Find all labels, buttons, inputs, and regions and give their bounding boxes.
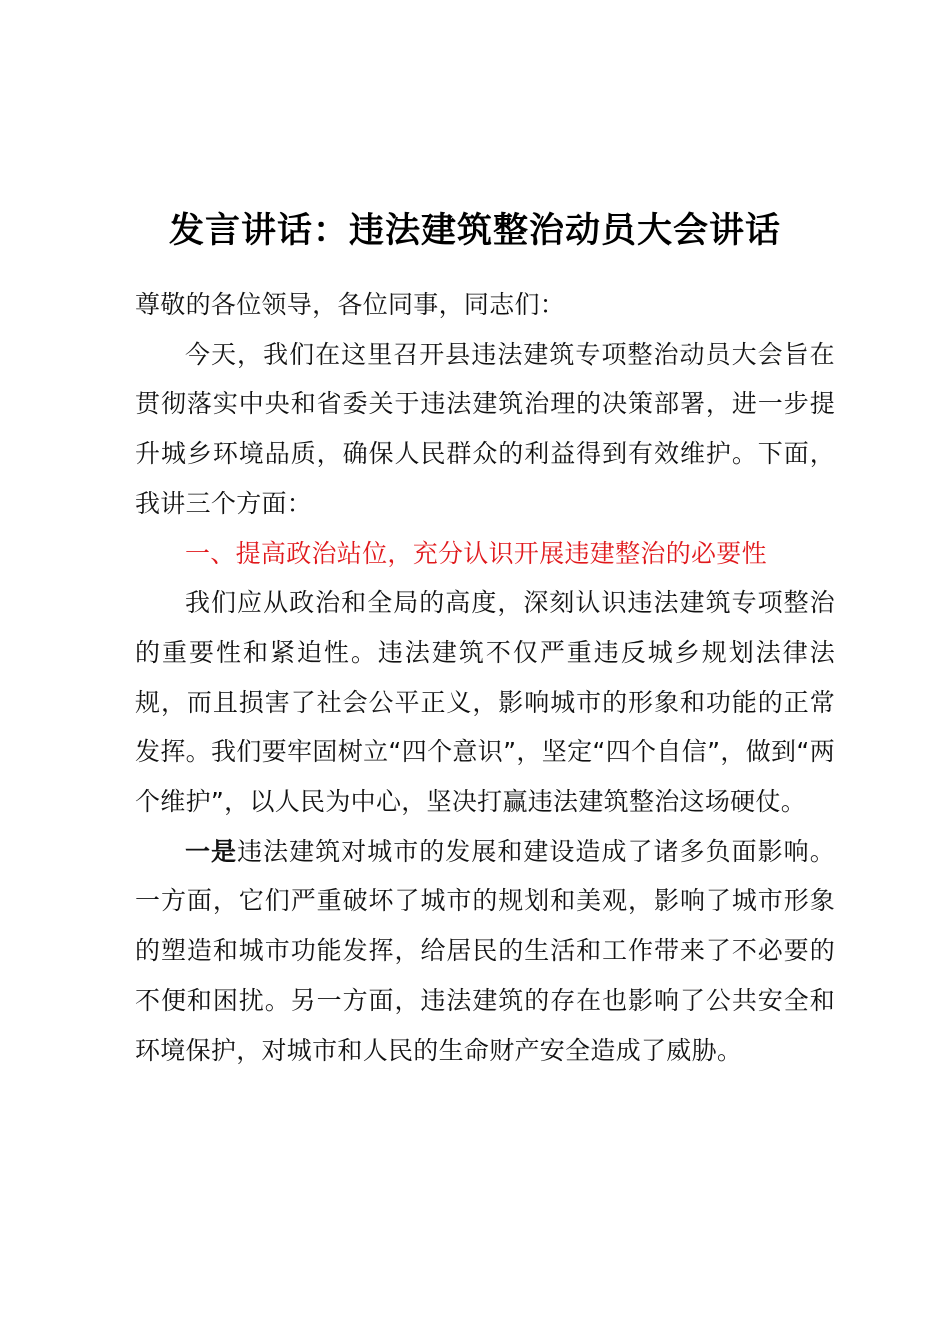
salutation: 尊敬的各位领导，各位同事，同志们： [135, 290, 566, 319]
intro-paragraph: 今天，我们在这里召开县违法建筑专项整治动员大会旨在贯彻落实中央和省委关于违法建筑治理的决策部署，进一步提升城乡环境品质，确保人民群众的利益得到有效维护。下面，我讲三个方面： [135, 339, 835, 518]
point-1-paragraph [135, 827, 835, 1076]
document-body [135, 280, 835, 1075]
document-title: 发言讲话：违法建筑整治动员大会讲话 [168, 211, 781, 251]
section-heading-1: 一、提高政治站位，充分认识开展违建整治的必要性 [185, 538, 767, 568]
point-1-lead: 一是 [185, 836, 238, 866]
point-1-text: 违法建筑对城市的发展和建设造成了诸多负面影响。一方面，它们严重破坏了城市的规划和美观，影响了城市形象的塑造和城市功能发挥，给居民的生活和工作带来了不必要的不便和困扰。另一方面，违法建筑的存在也影响了公共安全和环境保护，对城市和人民的生命财产安全造成了威胁。 [135, 836, 835, 1065]
section-1-paragraph: 我们应从政治和全局的高度，深刻认识违法建筑专项整治的重要性和紧迫性。违法建筑不仅严重违反城乡规划法律法规，而且损害了社会公平正义，影响城市的形象和功能的正常发挥。我们要牢固树立“四个意识”，坚定“四个自信”，做到“两个维护”，以人民为中心，坚决打赢违法建筑整治这场硬仗。 [135, 588, 835, 817]
